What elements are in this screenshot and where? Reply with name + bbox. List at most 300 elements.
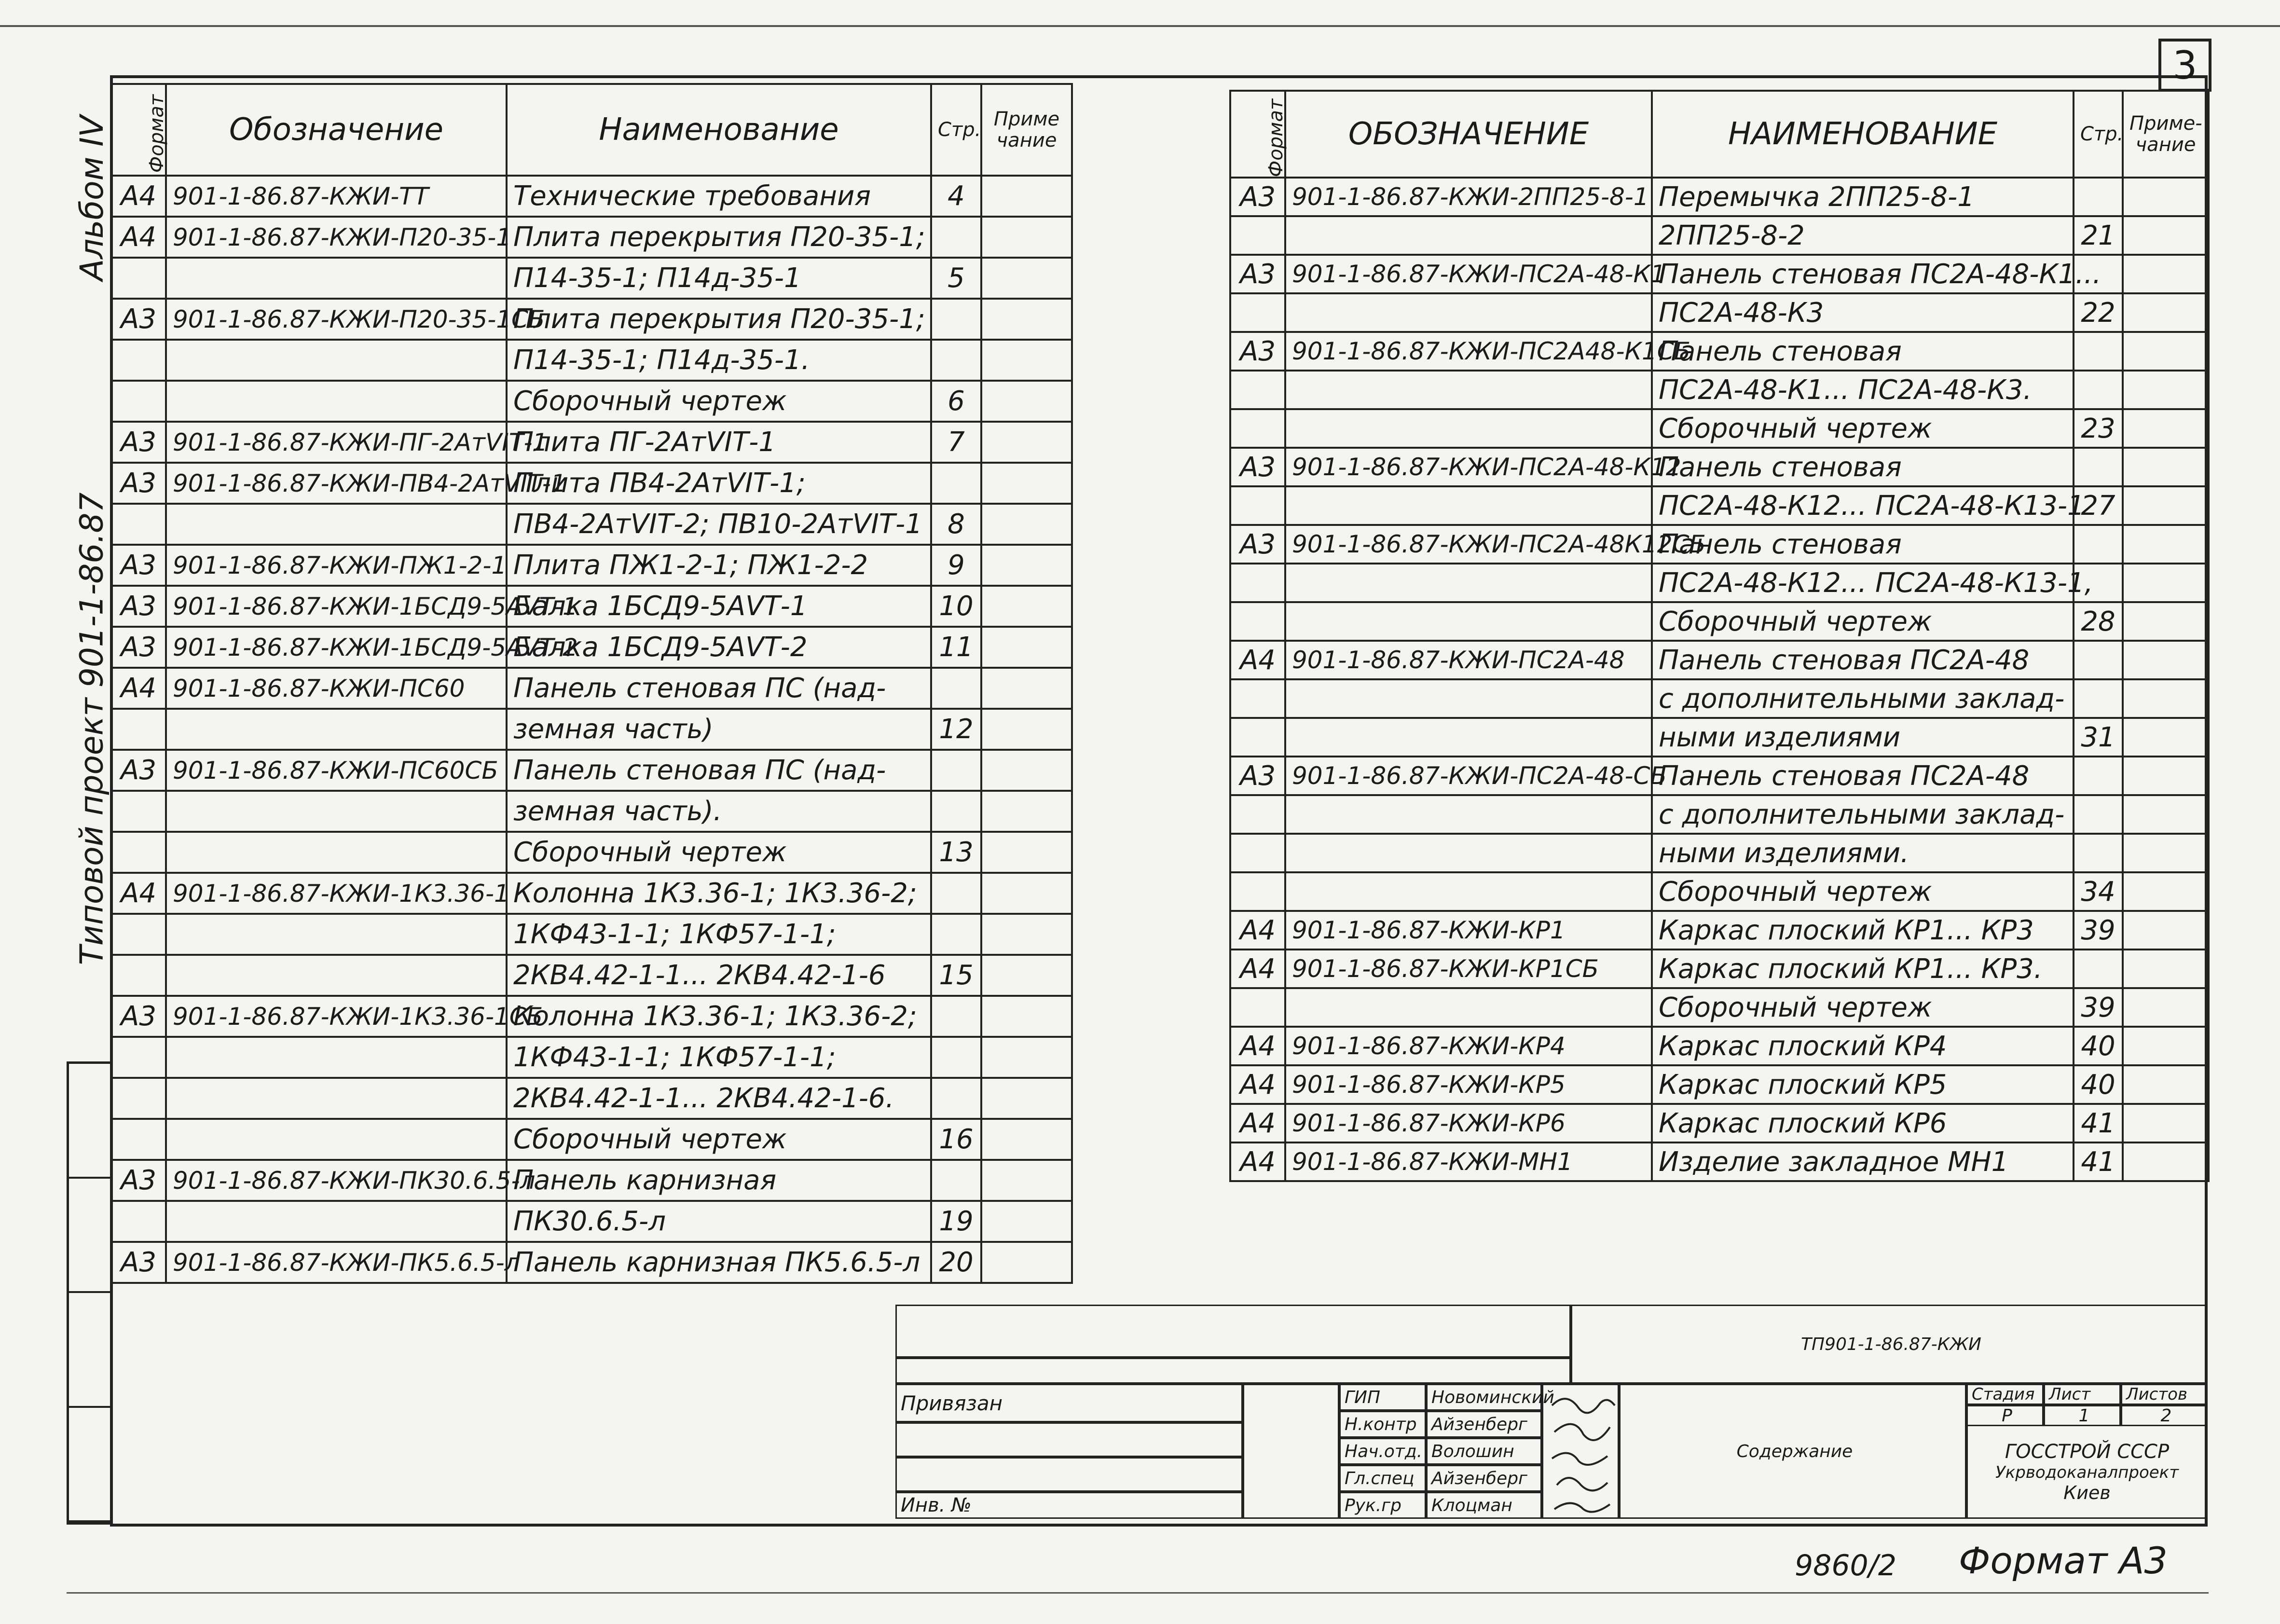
name-cell: Колонна 1К3.36-1; 1К3.36-2; (507, 873, 931, 914)
designation-cell (166, 1201, 507, 1242)
page-cell: 16 (931, 1119, 981, 1160)
designation-cell: 901-1-86.87-КЖИ-ПС2А-48-СБ (1285, 757, 1652, 795)
name-cell: Волошин (1426, 1438, 1542, 1465)
name-cell: Сборочный чертеж (507, 832, 931, 873)
format-cell (1230, 409, 1285, 448)
name-cell: Балка 1БСД9-5АVТ-1 (507, 586, 931, 627)
title-block (895, 1297, 2208, 1527)
name-cell: ными изделиями. (1652, 834, 2074, 872)
page-cell (931, 299, 981, 340)
designation-cell (1285, 293, 1652, 332)
page-cell: 20 (931, 1242, 981, 1283)
format-cell: А4 (1230, 641, 1285, 679)
left-binding-stub (67, 1061, 110, 1525)
name-cell: Панель стеновая ПС2А-48 (1652, 641, 2074, 679)
designation-cell: 901-1-86.87-КЖИ-ПС2А-48-К1 (1285, 255, 1652, 293)
note-cell (981, 996, 1072, 1037)
designation-cell: 901-1-86.87-КЖИ-КР4 (1285, 1027, 1652, 1065)
page-cell: 15 (931, 955, 981, 996)
format-cell (1230, 371, 1285, 409)
table-row (1230, 255, 2209, 293)
project-label-box (68, 463, 116, 994)
format-cell (111, 340, 166, 381)
page-cell: 10 (931, 586, 981, 627)
note-cell (2123, 950, 2209, 988)
table-row (1230, 834, 2209, 872)
stamp-blank (895, 1457, 1243, 1492)
name-cell: Панель стеновая ПС (над- (507, 668, 931, 709)
table-row (111, 463, 1072, 504)
designation-cell (166, 504, 507, 545)
stamp-blank-grid (895, 1358, 1571, 1384)
designation-cell: 901-1-86.87-КЖИ-П20-35-1 (166, 217, 507, 258)
note-cell (981, 873, 1072, 914)
table-row (1230, 679, 2209, 718)
note-cell (981, 1119, 1072, 1160)
designation-cell (166, 955, 507, 996)
format-cell: А3 (111, 463, 166, 504)
table-row (111, 1078, 1072, 1119)
organization-line: ГОССТРОЙ СССР (2005, 1440, 2170, 1463)
name-cell: Айзенберг (1426, 1465, 1542, 1492)
designation-cell (1285, 872, 1652, 911)
format-cell (111, 381, 166, 422)
inventory-label: Инв. № (895, 1492, 1243, 1519)
page-cell (931, 750, 981, 791)
format-cell (111, 914, 166, 955)
note-cell (2123, 872, 2209, 911)
role-cell: Н.контр (1339, 1411, 1426, 1438)
format-cell (1230, 602, 1285, 641)
page-cell: 5 (931, 258, 981, 299)
sheet-label: Лист (2044, 1384, 2121, 1405)
designation-cell: 901-1-86.87-КЖИ-ТТ (166, 176, 507, 217)
name-cell: Каркас плоский КР6 (1652, 1104, 2074, 1142)
page-cell: 11 (931, 627, 981, 668)
page-cell (2074, 448, 2123, 486)
table-row (111, 750, 1072, 791)
format-cell (1230, 216, 1285, 255)
note-cell (2123, 1065, 2209, 1104)
format-cell (111, 1201, 166, 1242)
note-cell (2123, 1142, 2209, 1181)
format-cell: А3 (111, 996, 166, 1037)
table-row (1230, 911, 2209, 950)
page-cell (931, 873, 981, 914)
table-row (111, 381, 1072, 422)
page-cell: 13 (931, 832, 981, 873)
note-cell (2123, 564, 2209, 602)
page-cell: 7 (931, 422, 981, 463)
designation-cell (166, 1037, 507, 1078)
name-cell: Айзенберг (1426, 1411, 1542, 1438)
note-cell (981, 463, 1072, 504)
format-cell (1230, 795, 1285, 834)
note-cell (2123, 1104, 2209, 1142)
table-row (1230, 795, 2209, 834)
note-cell (981, 914, 1072, 955)
designation-cell (1285, 718, 1652, 757)
name-cell: Плита перекрытия П20-35-1; (507, 299, 931, 340)
name-cell: 1КФ43-1-1; 1КФ57-1-1; (507, 914, 931, 955)
format-cell: А3 (1230, 757, 1285, 795)
stage-value: Р (1966, 1405, 2044, 1426)
table-row (1230, 448, 2209, 486)
table-row (1230, 293, 2209, 332)
name-cell: Панель стеновая ПС2А-48 (1652, 757, 2074, 795)
table-row (111, 340, 1072, 381)
table-row (111, 832, 1072, 873)
designation-cell (1285, 834, 1652, 872)
designation-cell (1285, 564, 1652, 602)
table-row (1230, 1104, 2209, 1142)
note-cell (981, 340, 1072, 381)
designation-cell (166, 1078, 507, 1119)
page-cell (2074, 950, 2123, 988)
format-cell: А3 (111, 586, 166, 627)
name-cell: Технические требования (507, 176, 931, 217)
page-cell: 9 (931, 545, 981, 586)
format-cell (111, 791, 166, 832)
format-cell (1230, 718, 1285, 757)
page-cell: 8 (931, 504, 981, 545)
designation-cell (166, 340, 507, 381)
name-cell: Колонна 1К3.36-1; 1К3.36-2; (507, 996, 931, 1037)
page-cell: 40 (2074, 1027, 2123, 1065)
document-code: ТП901-1-86.87-КЖИ (1571, 1305, 2208, 1384)
note-cell (981, 627, 1072, 668)
designation-cell: 901-1-86.87-КЖИ-ПС2А-48К12СБ (1285, 525, 1652, 564)
organization-line: Укрводоканалпроект (1995, 1462, 2179, 1482)
name-cell: Плита ПГ-2АтVIТ-1 (507, 422, 931, 463)
designation-cell (1285, 486, 1652, 525)
format-cell: А3 (1230, 178, 1285, 216)
format-cell (111, 1037, 166, 1078)
name-cell: Плита перекрытия П20-35-1; (507, 217, 931, 258)
page-cell (2074, 371, 2123, 409)
page-cell (931, 340, 981, 381)
name-cell: Панель стеновая (1652, 448, 2074, 486)
album-label-box (68, 96, 116, 299)
sheet-number: 3 (2158, 39, 2211, 92)
table-row (1230, 332, 2209, 371)
header-format: Формат (1230, 91, 1285, 178)
name-cell: Панель карнизная (507, 1160, 931, 1201)
designation-cell: 901-1-86.87-КЖИ-ПС2А-48-К12 (1285, 448, 1652, 486)
page-cell (2074, 332, 2123, 371)
designation-cell: 901-1-86.87-КЖИ-КР1СБ (1285, 950, 1652, 988)
header-format: Формат (111, 84, 166, 176)
designation-cell: 901-1-86.87-КЖИ-П20-35-1СБ (166, 299, 507, 340)
name-cell: Перемычка 2ПП25-8-1 (1652, 178, 2074, 216)
format-cell: А3 (111, 299, 166, 340)
page-cell: 4 (931, 176, 981, 217)
page-cell (931, 996, 981, 1037)
designation-cell: 901-1-86.87-КЖИ-2ПП25-8-1 (1285, 178, 1652, 216)
note-cell (2123, 293, 2209, 332)
format-cell: А4 (111, 668, 166, 709)
table-row (111, 422, 1072, 463)
page-cell: 31 (2074, 718, 2123, 757)
name-cell: Каркас плоский КР1... КР3. (1652, 950, 2074, 988)
table-row (111, 709, 1072, 750)
note-cell (981, 832, 1072, 873)
note-cell (981, 750, 1072, 791)
page-cell (2074, 178, 2123, 216)
page-cell (2074, 757, 2123, 795)
page-cell: 21 (2074, 216, 2123, 255)
name-cell: Сборочный чертеж (507, 381, 931, 422)
designation-cell (166, 381, 507, 422)
page-cell: 41 (2074, 1104, 2123, 1142)
note-cell (2123, 679, 2209, 718)
page-cell (931, 668, 981, 709)
name-cell: 1КФ43-1-1; 1КФ57-1-1; (507, 1037, 931, 1078)
page-cell: 39 (2074, 988, 2123, 1027)
designation-cell: 901-1-86.87-КЖИ-ПК5.6.5-л (166, 1242, 507, 1283)
designation-cell: 901-1-86.87-КЖИ-1К3.36-1 (166, 873, 507, 914)
format-cell: А3 (1230, 332, 1285, 371)
format-cell: А3 (111, 1242, 166, 1283)
table-row (111, 1119, 1072, 1160)
name-cell: П14-35-1; П14д-35-1. (507, 340, 931, 381)
page-cell (2074, 641, 2123, 679)
note-cell (981, 381, 1072, 422)
format-cell: А3 (1230, 525, 1285, 564)
designation-cell: 901-1-86.87-КЖИ-1БСД9-5АVТ-2 (166, 627, 507, 668)
designation-cell (1285, 679, 1652, 718)
designation-cell (166, 1119, 507, 1160)
table-row (1230, 718, 2209, 757)
designation-cell (166, 914, 507, 955)
name-cell: Плита ПВ4-2АтVIТ-1; (507, 463, 931, 504)
format-cell (1230, 988, 1285, 1027)
note-cell (981, 791, 1072, 832)
sheet-title: Содержание (1619, 1384, 1966, 1519)
table-row (111, 668, 1072, 709)
designation-cell: 901-1-86.87-КЖИ-КР5 (1285, 1065, 1652, 1104)
format-cell (111, 1119, 166, 1160)
sheets-value: 2 (2121, 1405, 2208, 1426)
designation-cell: 901-1-86.87-КЖИ-ПГ-2АтVIТ-1 (166, 422, 507, 463)
page-cell: 22 (2074, 293, 2123, 332)
page-cell: 19 (931, 1201, 981, 1242)
name-cell: Клоцман (1426, 1492, 1542, 1519)
bound-label: Привязан (895, 1384, 1243, 1422)
format-cell: А4 (111, 217, 166, 258)
note-cell (981, 1037, 1072, 1078)
note-cell (981, 504, 1072, 545)
note-cell (2123, 255, 2209, 293)
table-row (111, 873, 1072, 914)
note-cell (981, 1160, 1072, 1201)
designation-cell (1285, 602, 1652, 641)
name-cell: ПС2А-48-К3 (1652, 293, 2074, 332)
page-cell (2074, 795, 2123, 834)
page-cell (931, 217, 981, 258)
table-row (1230, 988, 2209, 1027)
stamp-blank (895, 1422, 1243, 1457)
note-cell (2123, 1027, 2209, 1065)
page-cell (931, 914, 981, 955)
table-row (1230, 602, 2209, 641)
page-cell: 41 (2074, 1142, 2123, 1181)
table-row (111, 1160, 1072, 1201)
table-row (111, 627, 1072, 668)
table-row (1230, 486, 2209, 525)
designation-cell (166, 832, 507, 873)
name-cell: Сборочный чертеж (507, 1119, 931, 1160)
role-cell: Гл.спец (1339, 1465, 1426, 1492)
note-cell (981, 422, 1072, 463)
table-row (1230, 371, 2209, 409)
name-cell: Сборочный чертеж (1652, 872, 2074, 911)
page-cell (931, 1160, 981, 1201)
note-cell (981, 668, 1072, 709)
format-cell (111, 955, 166, 996)
note-cell (2123, 718, 2209, 757)
format-cell (1230, 564, 1285, 602)
project-label: Типовой проект 901-1-86.87 (73, 492, 110, 965)
table-row (1230, 641, 2209, 679)
bottom-edge-line (67, 1592, 2209, 1594)
format-cell (1230, 293, 1285, 332)
name-cell: с дополнительными заклад- (1652, 679, 2074, 718)
sheets-label: Листов (2121, 1384, 2208, 1405)
organization-line: Киев (2063, 1482, 2111, 1503)
table-row (111, 176, 1072, 217)
format-cell: А4 (1230, 1027, 1285, 1065)
name-cell: Каркас плоский КР4 (1652, 1027, 2074, 1065)
name-cell: 2КВ4.42-1-1... 2КВ4.42-1-6 (507, 955, 931, 996)
name-cell: Каркас плоский КР1... КР3 (1652, 911, 2074, 950)
table-row (111, 955, 1072, 996)
designation-cell (1285, 795, 1652, 834)
format-cell (111, 832, 166, 873)
name-cell: 2КВ4.42-1-1... 2КВ4.42-1-6. (507, 1078, 931, 1119)
name-cell: Панель карнизная ПК5.6.5-л (507, 1242, 931, 1283)
page-cell: 6 (931, 381, 981, 422)
designation-cell (1285, 988, 1652, 1027)
table-row (1230, 1142, 2209, 1181)
note-cell (2123, 409, 2209, 448)
name-cell: с дополнительными заклад- (1652, 795, 2074, 834)
table-row (111, 586, 1072, 627)
designation-cell: 901-1-86.87-КЖИ-МН1 (1285, 1142, 1652, 1181)
header-name: Наименование (507, 84, 931, 176)
table-row (111, 545, 1072, 586)
contents-table-left (110, 83, 1073, 1284)
table-row (1230, 872, 2209, 911)
note-cell (2123, 988, 2209, 1027)
header-designation: Обозначение (166, 84, 507, 176)
table-row (1230, 1027, 2209, 1065)
designation-cell (166, 791, 507, 832)
table-row (111, 504, 1072, 545)
table-row (111, 258, 1072, 299)
table-row (1230, 950, 2209, 988)
note-cell (2123, 641, 2209, 679)
format-cell (1230, 679, 1285, 718)
note-cell (2123, 525, 2209, 564)
designation-cell (166, 258, 507, 299)
archive-number: 9860/2 (1795, 1549, 1897, 1583)
page-cell: 28 (2074, 602, 2123, 641)
name-cell: Изделие закладное МН1 (1652, 1142, 2074, 1181)
page-cell (2074, 679, 2123, 718)
page-cell: 27 (2074, 486, 2123, 525)
name-cell: Сборочный чертеж (1652, 988, 2074, 1027)
format-cell (1230, 872, 1285, 911)
name-cell: Новоминский (1426, 1384, 1542, 1411)
format-cell: А3 (111, 750, 166, 791)
table-row (111, 1242, 1072, 1283)
page-cell: 39 (2074, 911, 2123, 950)
format-cell: А3 (111, 1160, 166, 1201)
table-row (111, 791, 1072, 832)
page-cell: 23 (2074, 409, 2123, 448)
note-cell (981, 709, 1072, 750)
name-cell: ПК30.6.5-л (507, 1201, 931, 1242)
format-cell: А3 (1230, 448, 1285, 486)
note-cell (981, 1201, 1072, 1242)
format-cell: А4 (111, 176, 166, 217)
name-cell: П14-35-1; П14д-35-1 (507, 258, 931, 299)
table-row (111, 1037, 1072, 1078)
note-cell (2123, 216, 2209, 255)
designation-cell: 901-1-86.87-КЖИ-ПС2А-48 (1285, 641, 1652, 679)
designation-cell: 901-1-86.87-КЖИ-1К3.36-1СБ (166, 996, 507, 1037)
designation-cell: 901-1-86.87-КЖИ-ПС60СБ (166, 750, 507, 791)
header-note: Приме-чание (2123, 91, 2209, 178)
designation-cell (1285, 216, 1652, 255)
note-cell (2123, 448, 2209, 486)
header-note: Приме чание (981, 84, 1072, 176)
format-cell: А3 (1230, 255, 1285, 293)
format-cell: А4 (1230, 1104, 1285, 1142)
note-cell (2123, 178, 2209, 216)
format-cell: А3 (111, 422, 166, 463)
header-name: НАИМЕНОВАНИЕ (1652, 91, 2074, 178)
page-cell (931, 1078, 981, 1119)
album-label: Альбом IV (73, 115, 110, 281)
note-cell (981, 586, 1072, 627)
page-cell (931, 791, 981, 832)
note-cell (2123, 757, 2209, 795)
page-cell (931, 463, 981, 504)
designation-cell: 901-1-86.87-КЖИ-ПК30.6.5-л (166, 1160, 507, 1201)
note-cell (981, 545, 1072, 586)
note-cell (2123, 911, 2209, 950)
format-cell (111, 258, 166, 299)
designation-cell (166, 709, 507, 750)
role-cell: ГИП (1339, 1384, 1426, 1411)
organization-block (1966, 1426, 2208, 1519)
format-cell (1230, 486, 1285, 525)
designation-cell: 901-1-86.87-КЖИ-ПС2А48-К1СБ (1285, 332, 1652, 371)
stamp-blank (1243, 1384, 1339, 1519)
note-cell (981, 1078, 1072, 1119)
page-cell (2074, 525, 2123, 564)
table-row (111, 914, 1072, 955)
format-cell (111, 504, 166, 545)
header-page: Стр. (2074, 91, 2123, 178)
table-row (111, 299, 1072, 340)
name-cell: земная часть) (507, 709, 931, 750)
format-cell (111, 1078, 166, 1119)
note-cell (2123, 332, 2209, 371)
note-cell (981, 955, 1072, 996)
